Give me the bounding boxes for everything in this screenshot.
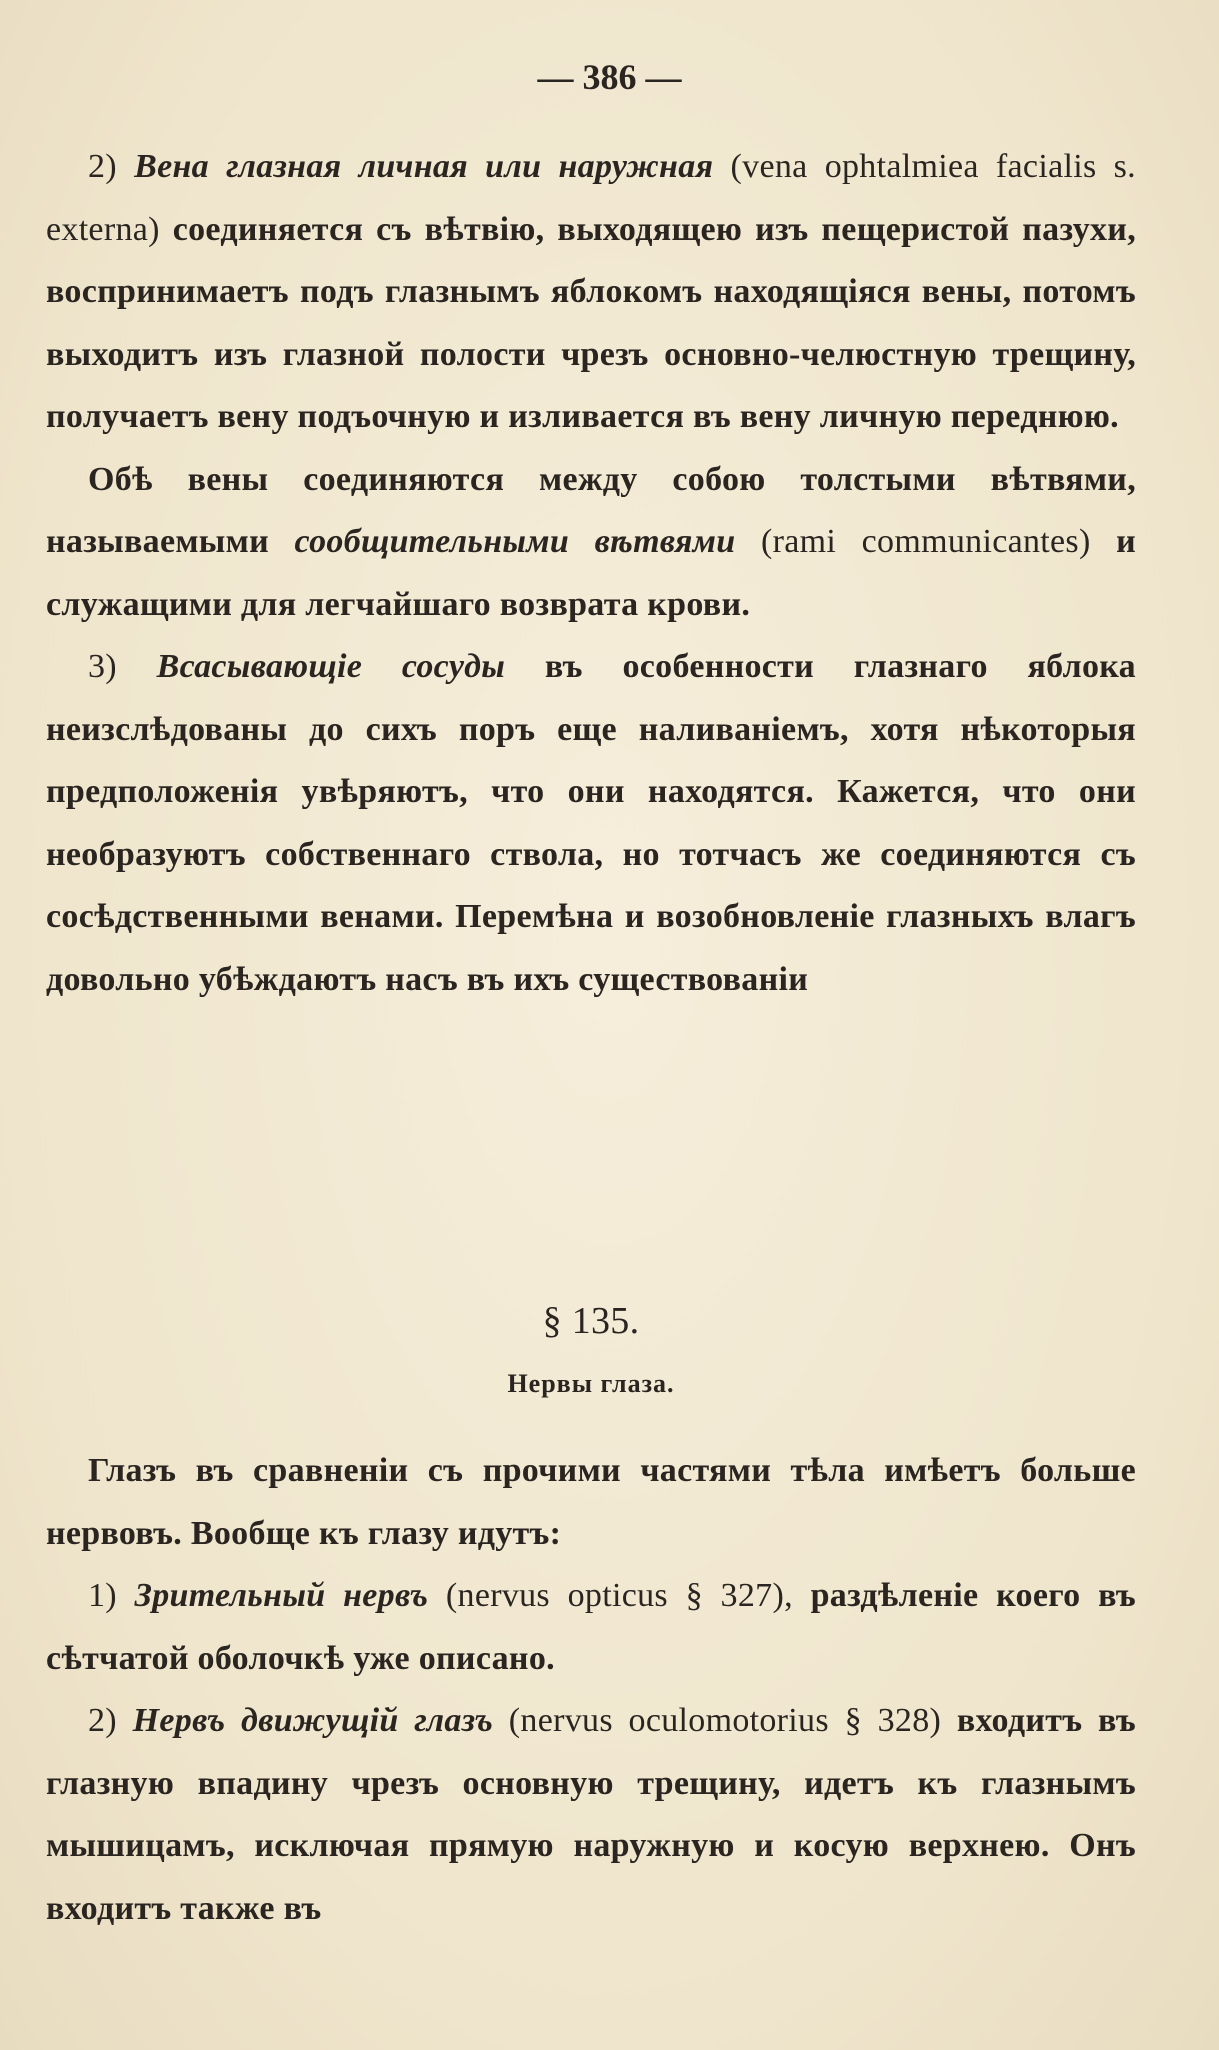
paragraph-text: и служащими для легчайшаго возврата крови. <box>46 523 1136 623</box>
term: сообщительными вѣтвями <box>294 523 736 560</box>
item-number: 2) <box>88 148 117 185</box>
paragraph-text: входитъ въ глазную впадину чрезъ основную трещину, идетъ къ глазнымъ мышицамъ, исключая прямую наружную и косую верхнею. Онъ входитъ также въ <box>46 1702 1136 1927</box>
term: Вена глазная личная или наружная <box>134 148 714 185</box>
text-block-top <box>46 136 1136 1011</box>
paragraph-text: Обѣ вены соединяются между собою толстыми вѣтвями, называемыми <box>46 460 1136 560</box>
paragraph-vena-facialis <box>46 136 1136 449</box>
item-number: 2) <box>88 1702 117 1739</box>
paragraph-text: въ особенности глазнаго яблока неизслѣдованы до сихъ поръ еще наливаніемъ, хотя нѣкоторыя предположенія увѣряютъ, что они находятся. Кажется, что они необразуютъ собственнаго ствола, но тотчасъ же соединяются съ сосѣдственными венами. Перемѣна и возобновленіе глазныхъ влагъ довольно убѣждаютъ насъ въ ихъ существованіи <box>46 648 1136 998</box>
latin-term: (vena ophtalmiea facialis s. externa) <box>46 148 1136 248</box>
latin-term: (nervus oculomotorius § 328) <box>508 1702 942 1739</box>
section-heading <box>46 1290 1136 1415</box>
page-number: — 386 — <box>537 57 682 97</box>
term: Зрительный нервъ <box>134 1577 429 1614</box>
paragraph-nerves-intro: Глазъ въ сравненіи съ прочими частями тѣла имѣетъ больше нервовъ. Вообще къ глазу идутъ: <box>46 1452 1136 1552</box>
paragraph-nervus-oculomotorius <box>46 1690 1136 1940</box>
latin-term: (rami communicantes) <box>761 523 1091 560</box>
paragraph-text: раздѣленіе коего въ сѣтчатой оболочкѣ уже описано. <box>46 1577 1137 1677</box>
paragraph-text: соединяется съ вѣтвію, выходящею изъ пещеристой пазухи, воспринимаетъ подъ глазнымъ яблокомъ находящіяся вены, потомъ выходитъ изъ глазной полости чрезъ основно-челюстную трещину, получаетъ вену подъочную и изливается въ вену личную переднюю. <box>46 210 1136 435</box>
paragraph-nervus-opticus <box>46 1565 1136 1690</box>
section-number: § 135. <box>542 1300 640 1342</box>
text-block-bottom <box>46 1440 1136 1940</box>
item-number: 1) <box>88 1577 117 1614</box>
section-title: Нервы глаза. <box>507 1368 675 1398</box>
paragraph-vasa-lymphatica <box>46 636 1136 1011</box>
term: Нервъ движущій глазъ <box>132 1702 494 1739</box>
term: Всасывающіе сосуды <box>156 648 506 685</box>
item-number: 3) <box>88 648 117 685</box>
latin-term: (nervus opticus § 327), <box>445 1577 793 1614</box>
paragraph-rami-communicantes <box>46 449 1136 637</box>
